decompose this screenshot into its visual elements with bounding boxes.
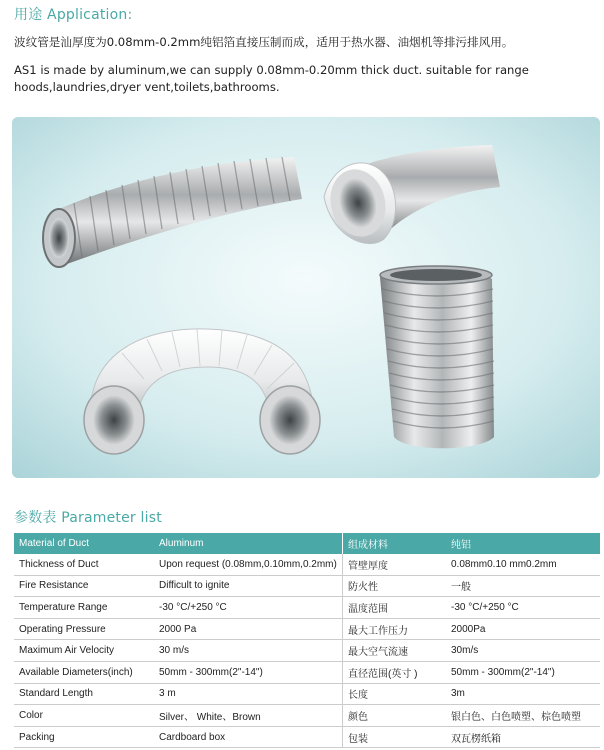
application-text-cn: 波纹管是汕厚度为0.08mm-0.2mm纯铝箔直接压制而成，适用于热水器、油烟机等排污排风用。 [14,35,514,49]
param-label-cn: 防火性 [343,575,447,597]
param-label-cn: 最大空气流速 [343,640,447,662]
table-row [14,575,600,597]
table-row [14,726,600,748]
parameter-table-header [14,533,600,554]
param-value-cn: 50mm - 300mm(2"-14") [446,661,600,683]
table-row [14,554,600,575]
header-material-cn: 组成材料 [343,533,447,554]
table-row [14,705,600,727]
param-label-en: Color [14,705,154,727]
param-label-en: Maximum Air Velocity [14,640,154,662]
param-value-en: Upon request (0.08mm,0.10mm,0.2mm) [154,554,343,575]
header-material-en: Material of Duct [14,533,154,554]
product-photo [12,117,600,478]
param-label-cn: 温度范围 [343,597,447,619]
table-row [14,683,600,705]
header-material-value-en: Aluminum [154,533,343,554]
table-row [14,618,600,640]
param-label-cn: 管壁厚度 [343,554,447,575]
param-value-cn: 30m/s [446,640,600,662]
param-value-cn: 2000Pa [446,618,600,640]
param-value-en: Cardboard box [154,726,343,748]
param-label-en: Packing [14,726,154,748]
param-label-en: Standard Length [14,683,154,705]
param-label-en: Thickness of Duct [14,554,154,575]
param-value-en: 50mm - 300mm(2"-14") [154,661,343,683]
param-value-en: 3 m [154,683,343,705]
param-label-cn: 最大工作压力 [343,618,447,640]
param-value-en: -30 °C/+250 °C [154,597,343,619]
param-label-en: Temperature Range [14,597,154,619]
parameter-heading: 参数表 Parameter list [14,510,162,526]
param-label-en: Available Diameters(inch) [14,661,154,683]
param-value-en: 30 m/s [154,640,343,662]
table-row [14,597,600,619]
param-value-cn: 银白色、白色喷塑、棕色喷塑 [446,705,600,727]
param-value-cn: 3m [446,683,600,705]
param-label-cn: 长度 [343,683,447,705]
table-row [14,661,600,683]
param-label-cn: 包装 [343,726,447,748]
application-text-en: AS1 is made by aluminum,we can supply 0.08mm-0.20mm thick duct. suitable for range hoods,laundries,dryer vent,toilets,bathrooms. [14,63,529,94]
param-value-en: Silver、 White、Brown [154,705,343,727]
param-label-en: Fire Resistance [14,575,154,597]
param-value-cn: 一般 [446,575,600,597]
parameter-table [14,533,600,748]
param-value-cn: -30 °C/+250 °C [446,597,600,619]
param-value-en: 2000 Pa [154,618,343,640]
param-label-cn: 直径范围(英寸 ) [343,661,447,683]
vertical-silver-duct [380,266,494,448]
param-value-cn: 双瓦楞纸箱 [446,726,600,748]
param-value-en: Difficult to ignite [154,575,343,597]
param-value-cn: 0.08mm0.10 mm0.2mm [446,554,600,575]
param-label-cn: 颜色 [343,705,447,727]
table-row [14,640,600,662]
header-material-value-cn: 纯铝 [446,533,600,554]
param-label-en: Operating Pressure [14,618,154,640]
application-heading: 用途 Application: [14,7,133,23]
